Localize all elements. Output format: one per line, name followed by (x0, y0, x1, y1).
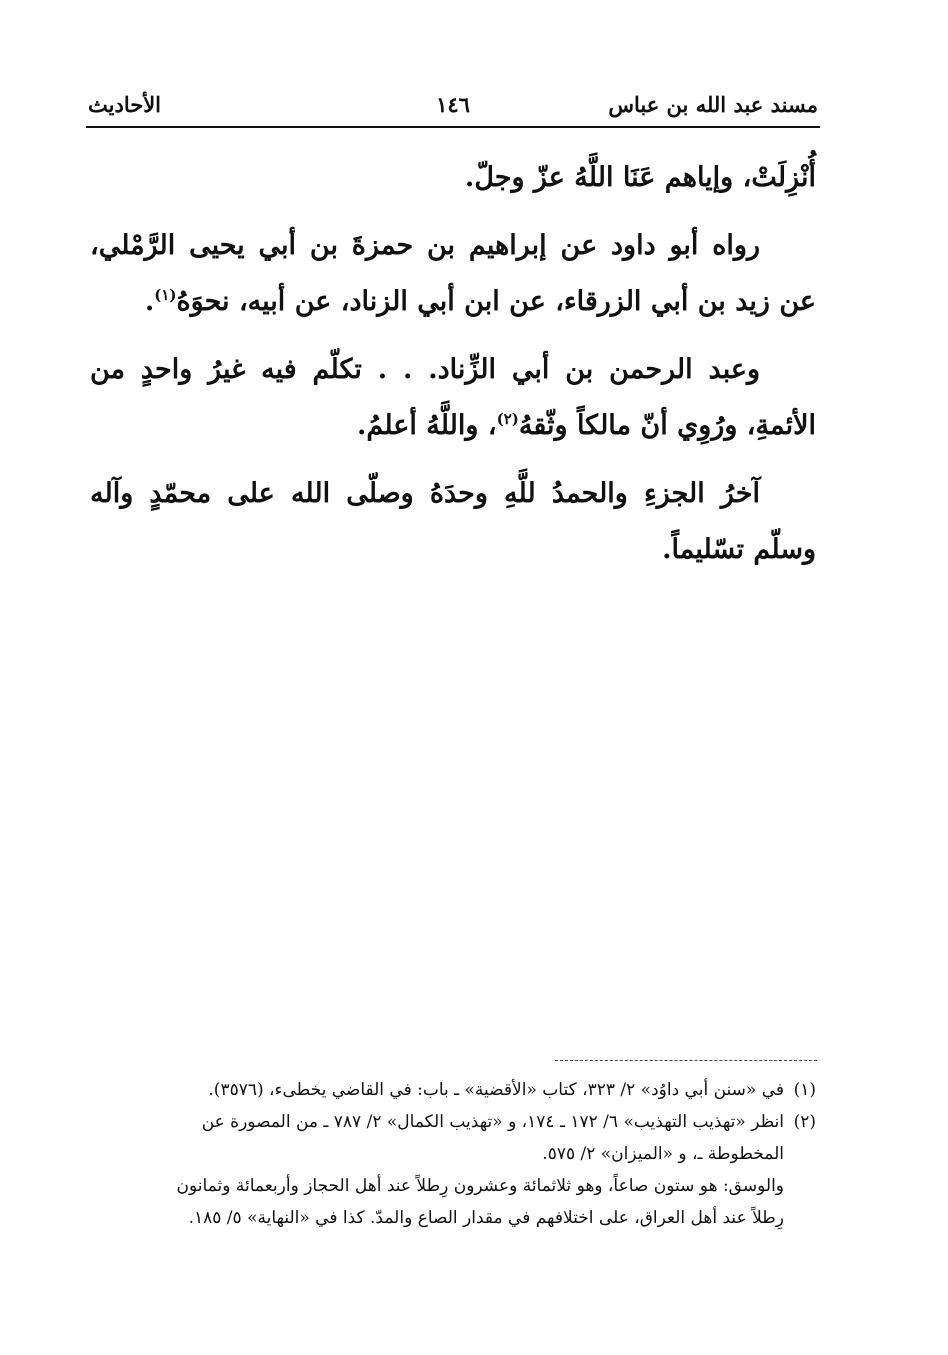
footnote-2 (96, 1106, 816, 1138)
footnote-separator (555, 1060, 817, 1061)
header-rule (86, 126, 820, 128)
book-title: مسند عبد الله بن عباس (608, 92, 818, 117)
paragraph-2 (90, 218, 816, 330)
section-title: الأحاديث (88, 92, 162, 117)
footnote-ref-2[interactable]: (٢) (496, 410, 519, 428)
paragraph-2-text: رواه أبو داود عن إبراهيم بن حمزةَ بن أبي يحيى الرَّمْلي، عن زيد بن أبي الزرقاء، عن ابن أبي الزناد، عن أبيه، نحوَهُ (90, 230, 816, 317)
paragraph-3-text: وعبد الرحمن بن أبي الزِّناد. . . تكلّم فيه غيرُ واحدٍ من الأئمةِ، ورُوِي أنّ مالكاً وثّقهُ (90, 354, 816, 441)
paragraph-1: أُنْزِلَتْ، وإياهم عَنَا اللَّهُ عزّ وجلّ. (464, 162, 816, 193)
footnote-ref-1[interactable]: (١) (154, 286, 177, 304)
footnotes (96, 1074, 816, 1234)
footnote-1-text: في «سنن أبي داوُد» ٢/ ٣٢٣، كتاب «الأقضية» ـ باب: في القاضي يخطىء، (٣٥٧٦). (208, 1080, 784, 1100)
paragraph-3 (90, 342, 816, 454)
main-text (90, 150, 816, 590)
footnote-2-label: (٢) (793, 1112, 816, 1132)
paragraph-4: آخرُ الجزءِ والحمدُ للَّهِ وحدَهُ وصلّى الله على محمّدٍ وآله وسلّم تسّليماً. (90, 478, 816, 565)
footnote-2-line-1: انظر «تهذيب التهذيب» ٦/ ١٧٢ ـ ١٧٤، و «تهذيب الكمال» ٢/ ٧٨٧ ـ من المصورة عن (201, 1112, 784, 1132)
wasq-note-line-2: رِطلاً عند أهل العراق، على اختلافهم في مقدار الصاع والمدّ. كذا في «النهاية» ٥/ ١٨٥. (188, 1208, 784, 1228)
running-header (88, 86, 818, 126)
wasq-note-line-1: والوسق: هو ستون صاعاً، وهو ثلاثمائة وعشرون رِطلاً عند أهل الحجاز وأربعمائة وثمانون (176, 1176, 784, 1196)
page-number: ١٤٦ (436, 92, 470, 117)
footnote-2-line-2: المخطوطة ـ، و «الميزان» ٢/ ٥٧٥. (542, 1144, 784, 1164)
paragraph-3-end: ، واللَّهُ أعلمُ. (356, 410, 497, 441)
paragraph-2-end: . (144, 286, 155, 317)
footnote-1 (96, 1074, 816, 1106)
footnote-1-label: (١) (793, 1080, 816, 1100)
